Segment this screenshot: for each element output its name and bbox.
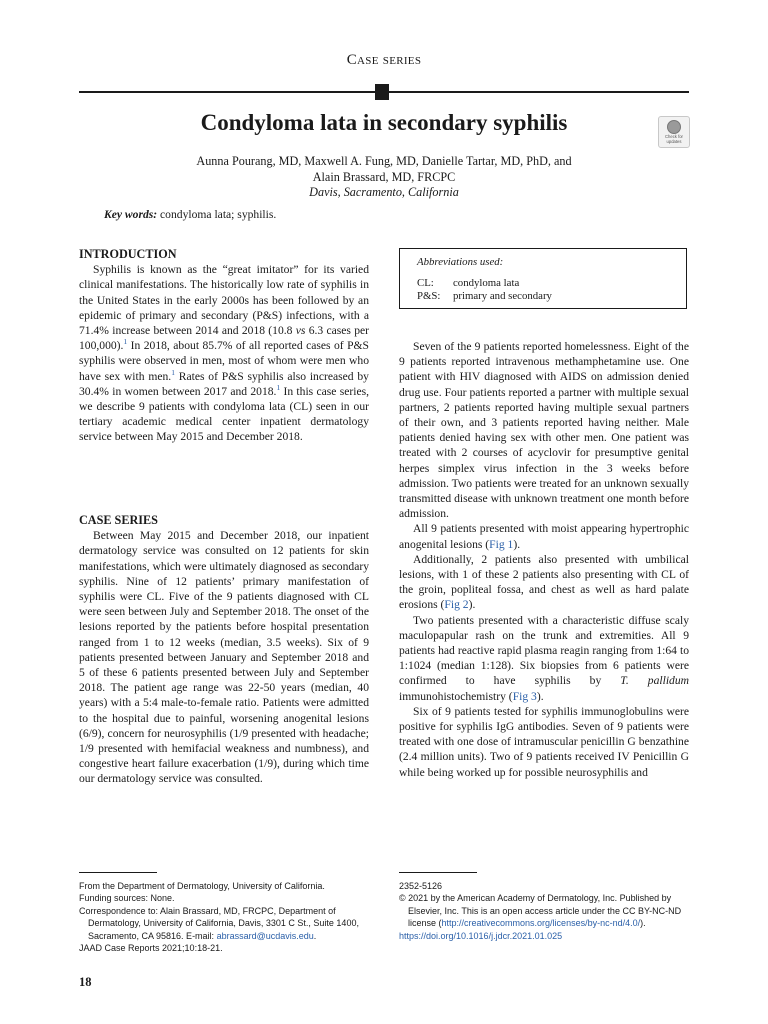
funding-footnote: Funding sources: None. — [79, 893, 175, 904]
abbreviation-row — [417, 290, 552, 302]
check-updates-icon — [667, 120, 681, 134]
check-for-updates-badge[interactable] — [658, 116, 690, 148]
email-link[interactable]: abrassard@ucdavis.edu — [216, 930, 314, 941]
footnote-rule-left — [79, 872, 157, 873]
body-paragraph: All 9 patients presented with moist appearing hypertrophic anogenital lesions (Fig 1). — [399, 522, 689, 551]
case-series-section — [79, 513, 369, 787]
journal-citation: JAAD Case Reports 2021;10:18-21. — [79, 943, 223, 954]
author-list — [0, 154, 768, 185]
check-updates-label: Check for updates — [665, 134, 683, 144]
right-column-text — [399, 339, 689, 780]
abbreviation-row — [417, 277, 519, 289]
footnote-rule-right — [399, 872, 477, 873]
keywords-list: condyloma lata; syphilis. — [157, 208, 277, 221]
footnotes-right — [399, 880, 692, 942]
abbreviation-meaning: condyloma lata — [453, 277, 520, 289]
abbreviation-term: CL: — [417, 277, 434, 289]
section-label: Case series — [346, 52, 422, 68]
keywords-label: Key words: — [104, 208, 158, 221]
reference-link[interactable]: 1 — [171, 367, 175, 377]
case-series-paragraph: Between May 2015 and December 2018, our inpatient dermatology service was consulted on 12 patients for skin manifestations, which were ultimately diagnosed as secondary syphilis. Nine of 12 patients’ primary manifestation of syphilis were CL. Five of the 9 patients diagnosed with CL were seen between July and September 2018. The onset of the lesions reported by the patients before hospital presentation ranged from 1 to 12 weeks (median, 3.5 weeks). Six of 9 patients presented between January and September 2018 and 5 of these 6 patients presented between July and September 2018. The patient age range was 22-50 years (median, 40 years) with a 5:4 male-to-female ratio. Patients were admitted to the hospital due to painful, worsening anogenital lesions (6/9), concern for neurosyphilis (1/9 presented with headache; 1/9 presented with hemifacial weakness and numbness), and congestive heart failure exacerbation (1/9), during which time our dermatology service was consulted. — [79, 529, 369, 786]
abbreviations-box — [399, 248, 687, 309]
affiliation-footnote: From the Department of Dermatology, University of California. — [79, 881, 325, 891]
reference-link[interactable]: 1 — [123, 337, 128, 347]
header-rule-marker — [375, 84, 389, 100]
keywords — [104, 208, 276, 221]
body-paragraph: Two patients presented with a characteristic diffuse scaly maculopapular rash on the trunk and extremities. All 9 patients had reactive rapid plasma reagin ranging from 1:64 to 1:1024 (median 1:128). Six biopsies from 6 patients were confirmed to have syphilis by T. pallidum immunohistochemistry (Fig 3). — [399, 613, 690, 703]
authors-line-2: Alain Brassard, MD, FRCPC — [312, 169, 456, 184]
case-series-heading: CASE SERIES — [79, 513, 158, 527]
abbreviations-title: Abbreviations used: — [417, 256, 504, 268]
copyright-notice: © 2021 by the American Academy of Dermatology, Inc. Published by Elsevier, Inc. This is an open access article under the CC BY-NC-ND license (http://creativecommons.org/licenses/by-nc-nd/4.0/). — [399, 893, 682, 929]
page-number: 18 — [79, 975, 92, 989]
body-paragraph: Seven of the 9 patients reported homelessness. Eight of the 9 patients reported intravenous methamphetamine use. One patient with HIV diagnosed with AIDS on admission denied drug use. Four patients reported a partner with multiple sexual partners, 2 patients reported having multiple sexual partners of their own, and 3 patients reported having neither. Male patients denied having sex with other men. One patient was treated with 2 courses of acyclovir for presumptive genital herpes simplex virus infection in the 3 weeks before admission. Two patients were treated for an unknown sexually transmitted disease with unknown treatment one month before admission. — [399, 340, 689, 521]
footnotes-left — [79, 880, 374, 954]
figure-1-link[interactable]: Fig 1 — [489, 537, 514, 551]
figure-2-link[interactable]: Fig 2 — [444, 598, 469, 612]
body-paragraph: Additionally, 2 patients also presented with umbilical lesions, with 1 of these 2 patients also presenting with CL of the groin, popliteal fossa, and chest as well as hard palate erosions (Fig 2). — [399, 552, 689, 612]
figure-3-link[interactable]: Fig 3 — [512, 689, 537, 703]
doi-link[interactable]: https://doi.org/10.1016/j.jdcr.2021.01.025 — [399, 930, 563, 941]
article-title: Condyloma lata in secondary syphilis — [200, 110, 568, 135]
affiliation: Davis, Sacramento, California — [309, 185, 459, 199]
introduction-paragraph: Syphilis is known as the “great imitator” for its varied clinical manifestations. The historically low rate of syphilis in the United States in the early 2000s has been followed by an epidemic of primary and secondary (P&S) infections, with a 71.4% increase between 2014 and 2018 (10.8 vs 6.3 cases per 100,000).$^1$ In 2018, about 85.7% of all reported cases of P&S syphilis were observed in men, most of whom were men who have sex with men.$^1$ Rates of P&S syphilis also increased by 30.4% in women between 2017 and 2018.$^1$ In this case series, we describe 9 patients with condyloma lata (CL) seen in our tertiary academic medical center inpatient dermatology service between May 2015 and December 2018. — [79, 263, 370, 444]
correspondence-footnote: Correspondence to: Alain Brassard, MD, FRCPC, Department of Dermatology, University of California, Davis, 3301 C St., Suite 1400, Sacramento, CA 95816. E-mail: abrassard@ucdavis.edu. — [79, 905, 359, 941]
abbreviation-term: P&S: — [417, 290, 441, 302]
introduction-heading: INTRODUCTION — [79, 247, 177, 261]
issn: 2352-5126 — [399, 881, 443, 891]
body-paragraph: Six of 9 patients tested for syphilis immunoglobulins were positive for syphilis IgG antibodies. Seven of 9 patients were treated with one dose of intramuscular penicillin G benzathine (2.4 million units). Two of 9 patients received IV Penicillin G while being worked up for possible neurosyphilis and — [399, 704, 689, 779]
authors-line-1: Aunna Pourang, MD, Maxwell A. Fung, MD, Danielle Tartar, MD, PhD, and — [196, 154, 572, 168]
reference-link[interactable]: 1 — [276, 382, 281, 392]
license-link[interactable]: http://creativecommons.org/licenses/by-nc-nd/4.0/ — [441, 918, 641, 929]
abbreviation-meaning: primary and secondary — [453, 290, 552, 302]
introduction-section — [79, 247, 369, 445]
